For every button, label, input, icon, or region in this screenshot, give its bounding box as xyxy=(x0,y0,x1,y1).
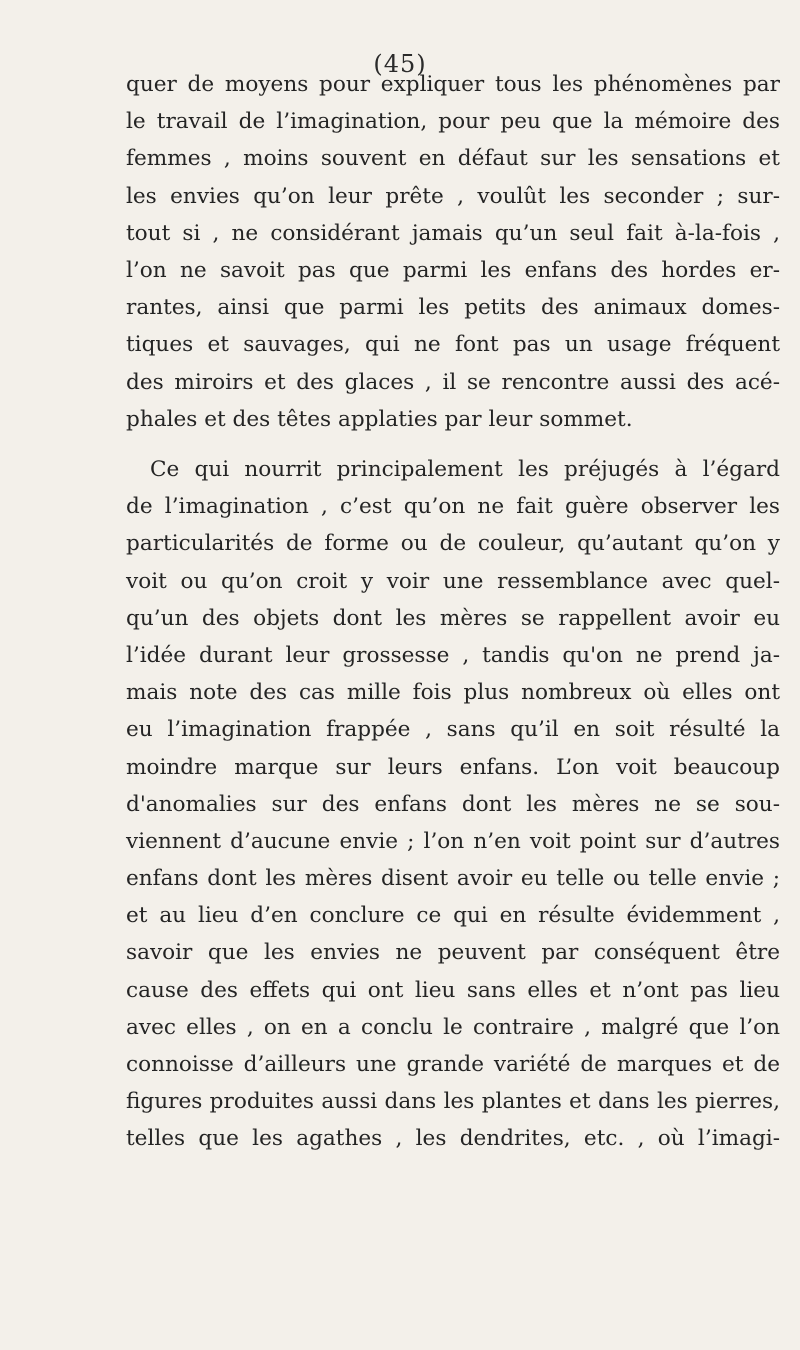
paragraph-line: et au lieu d’en conclure ce qui en résulte évidemment , xyxy=(126,903,780,929)
paragraph-line: Ce qui nourrit principalement les préjugés à l’égard xyxy=(150,457,780,482)
paragraph-line: eu l’imagination frappée , sans qu’il en soit résulté la xyxy=(126,717,780,743)
paragraph-line: mais note des cas mille fois plus nombreux où elles ont xyxy=(126,680,780,706)
paragraph-line: viennent d’aucune envie ; l’on n’en voit point sur d’autres xyxy=(126,828,780,854)
paragraph-line: rantes, ainsi que parmi les petits des animaux domes- xyxy=(126,295,780,321)
paragraph-2 xyxy=(126,451,780,1158)
paragraph-line: enfans dont les mères disent avoir eu telle ou telle envie ; xyxy=(126,866,780,892)
paragraph-line: voit ou qu’on croit y voir une ressemblance avec quel- xyxy=(126,568,780,594)
paragraph-line: moindre marque sur leurs enfans. L’on voit beaucoup xyxy=(126,754,780,780)
paragraph-line: tout si , ne considérant jamais qu’un seul fait à-la-fois , xyxy=(126,220,780,246)
paragraph-line: femmes , moins souvent en défaut sur les sensations et xyxy=(126,146,780,172)
paragraph-line: d'anomalies sur des enfans dont les mères ne se sou- xyxy=(126,791,780,817)
paragraph-line: de l’imagination , c’est qu’on ne fait guère observer les xyxy=(126,494,780,520)
paragraph-line: le travail de l’imagination, pour peu que la mémoire des xyxy=(126,109,780,135)
paragraph-line: telles que les agathes , les dendrites, etc. , où l’imagi- xyxy=(126,1126,780,1152)
paragraph-line: l’on ne savoit pas que parmi les enfans des hordes er- xyxy=(126,257,780,283)
paragraph-line: phales et des têtes applaties par leur sommet. xyxy=(126,406,633,432)
paragraph-line: savoir que les envies ne peuvent par conséquent être xyxy=(126,940,780,966)
paragraph-line: tiques et sauvages, qui ne font pas un usage fréquent xyxy=(126,332,780,358)
paragraph-line: qu’un des objets dont les mères se rappellent avoir eu xyxy=(126,605,780,631)
paragraph-line: quer de moyens pour expliquer tous les phénomènes par xyxy=(126,72,780,97)
paragraph-line: connoisse d’ailleurs une grande variété de marques et de xyxy=(126,1052,780,1077)
paragraph-line: figures produites aussi dans les plantes et dans les pierres, xyxy=(126,1089,780,1115)
paragraph-line: cause des effets qui ont lieu sans elles et n’ont pas lieu xyxy=(126,977,780,1003)
paragraph-line: des miroirs et des glaces , il se rencontre aussi des acé- xyxy=(126,369,780,395)
paragraph-1 xyxy=(126,66,780,438)
paragraph-line: particularités de forme ou de couleur, qu’autant qu’on y xyxy=(126,531,780,557)
page-number: (45) xyxy=(373,50,427,78)
paragraph-line: avec elles , on en a conclu le contraire , malgré que l’on xyxy=(126,1014,780,1040)
paragraph-line: les envies qu’on leur prête , voulût les seconder ; sur- xyxy=(126,183,780,209)
paragraph-line: l’idée durant leur grossesse , tandis qu'on ne prend ja- xyxy=(126,642,780,668)
